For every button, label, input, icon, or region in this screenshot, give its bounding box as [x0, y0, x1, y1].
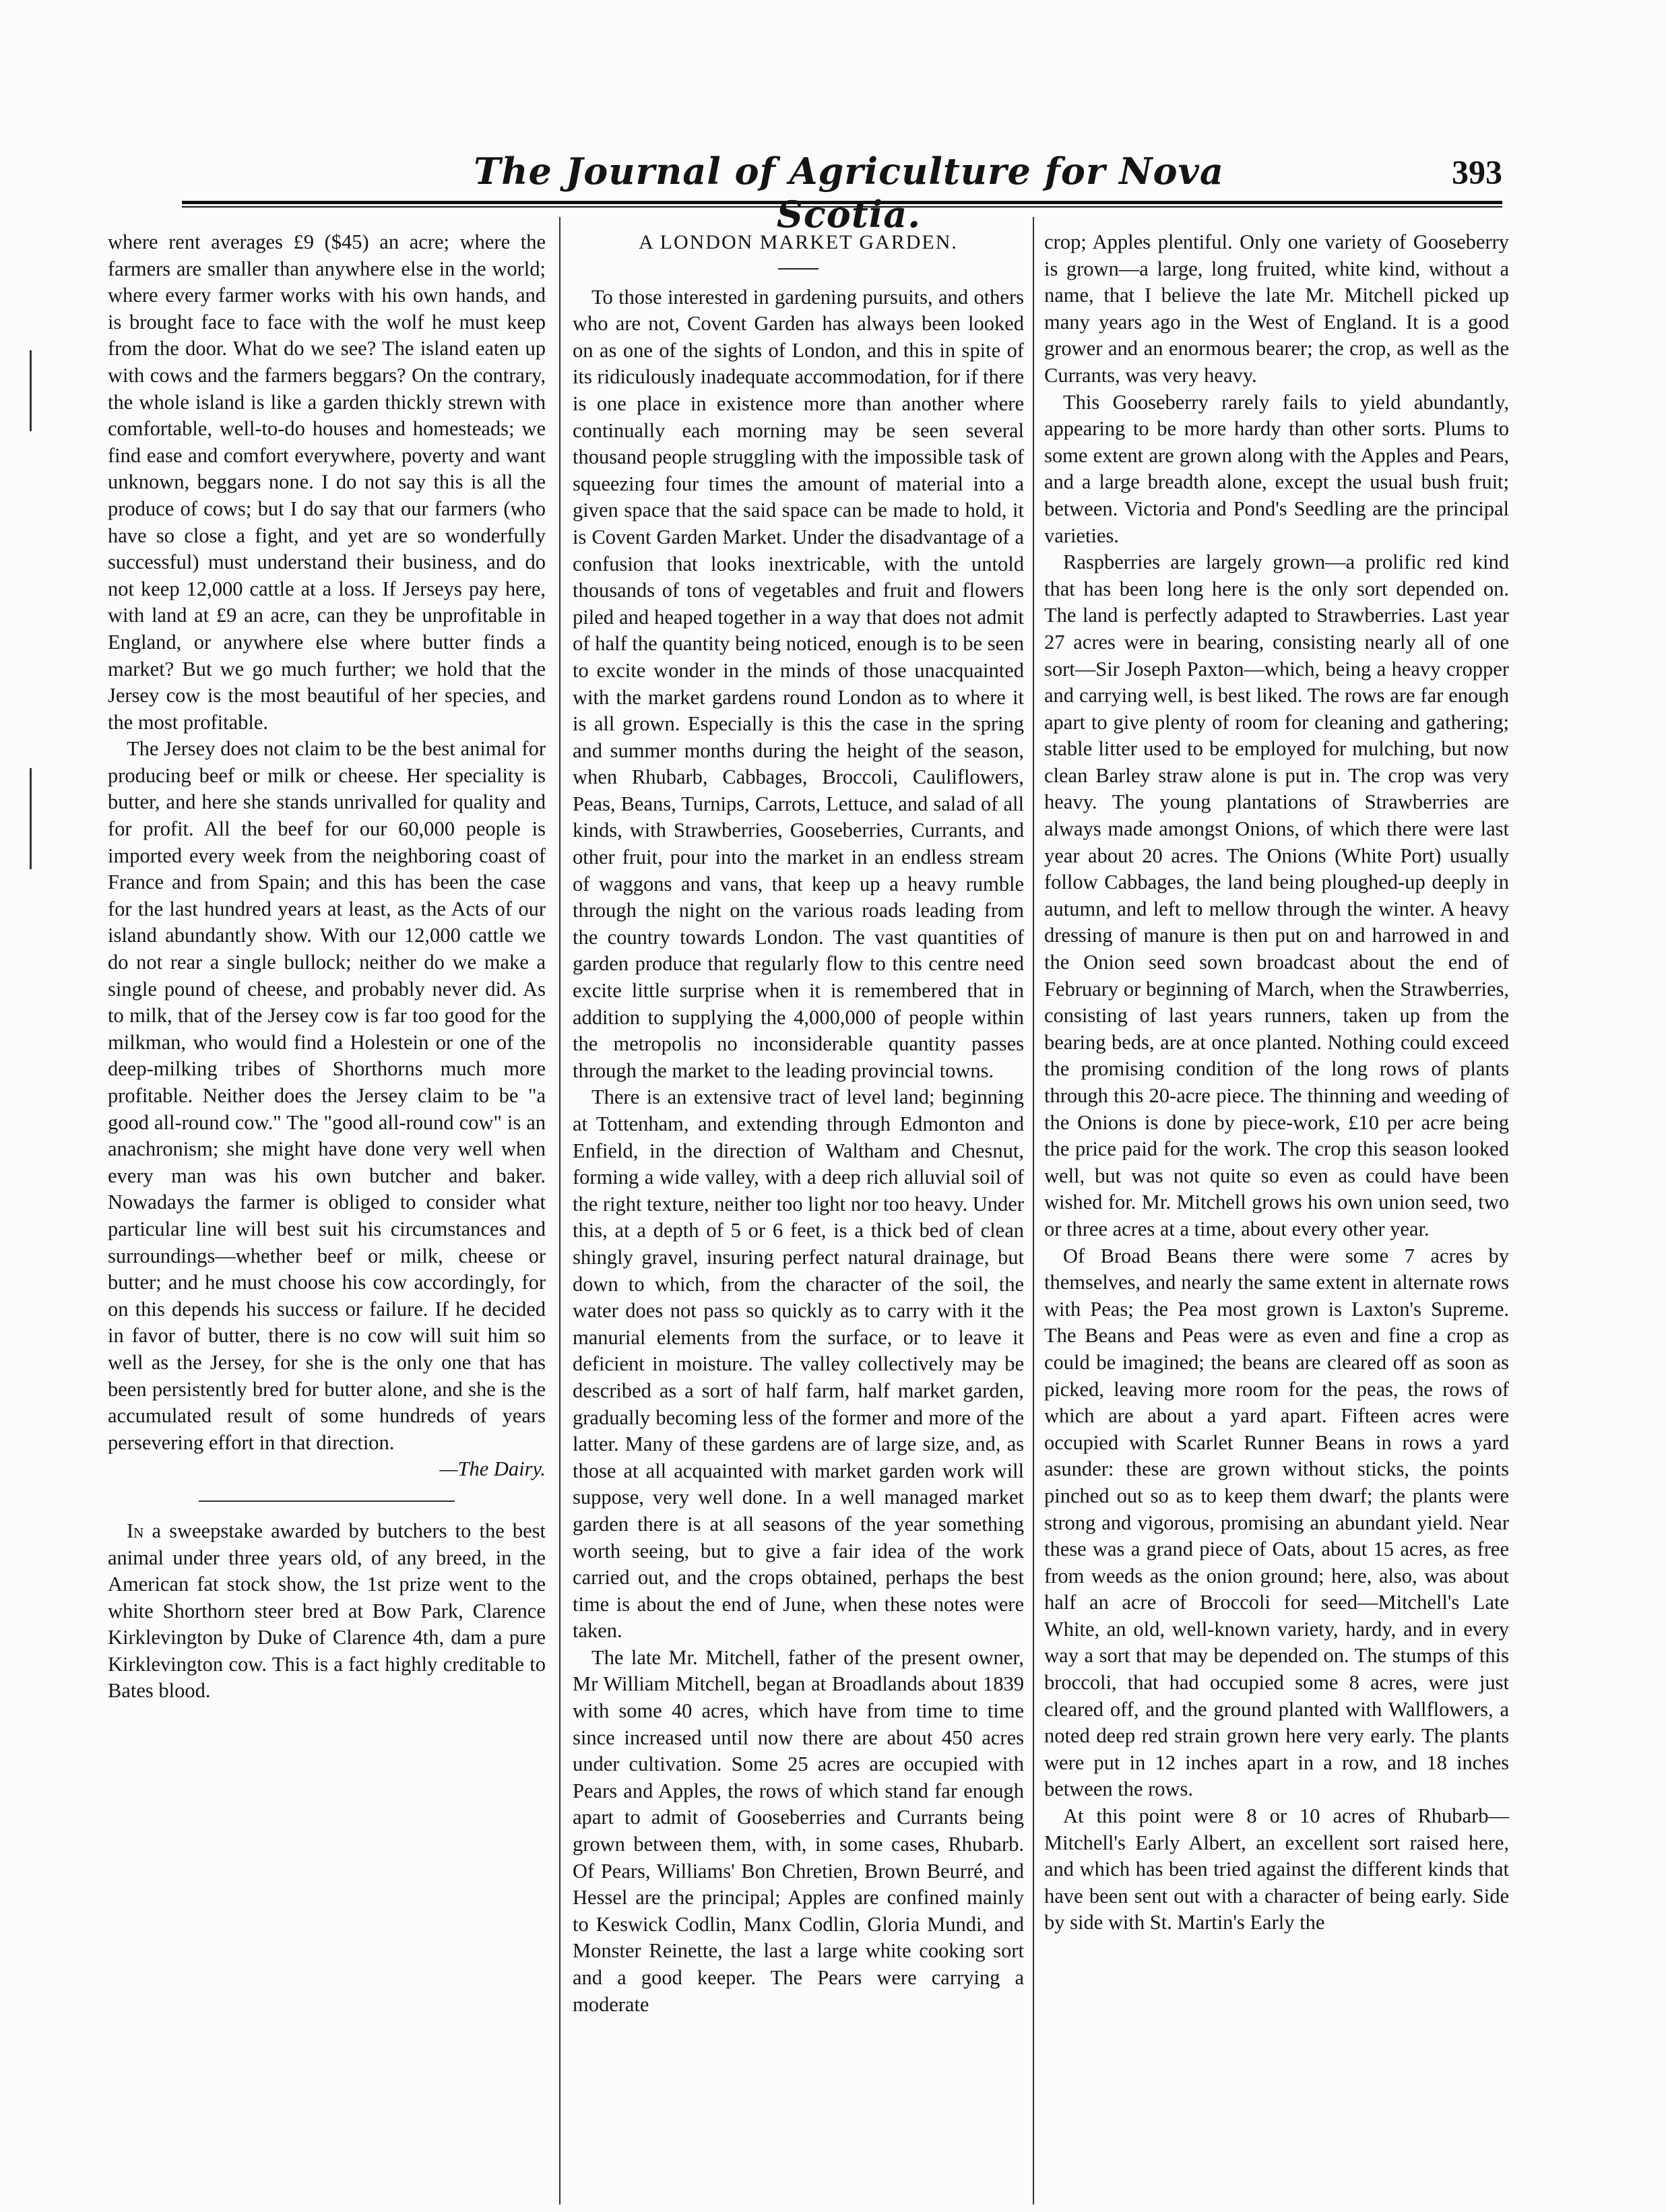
page-header [182, 150, 1502, 236]
article-heading: A LONDON MARKET GARDEN. [639, 231, 958, 253]
paragraph: Raspberries are largely grown—a prolific red kind that has been long here is the only sort depended on. The land is perfectly adapted to Strawberries. Last year 27 acres were in bearing, consisting nearly all of one sort—Sir Joseph Paxton—which, being a heavy cropper and carrying well, is best liked. The rows are far enough apart to give plenty of room for cleaning and gathering; stable litter used to be employed for mulching, but now clean Barley straw alone is put in. The crop was very heavy. The young plantations of Strawberries are always made amongst Onions, of which there were last year about 20 acres. The Onions (White Port) usually follow Cabbages, the land being ploughed-up deeply in autumn, and left to mellow through the winter. A heavy dressing of manure is then put on and harrowed in and the Onion seed sown broadcast about the end of February or beginning of March, when the Strawberries, consisting of last years runners, taken up from the bearing beds, are at once planted. Nothing could exceed the promising condition of the long rows of plants through this 20-acre piece. The thinning and weeding of the Onions is done by piece-work, £10 per acre being the price paid for the work. The crop this season looked well, but was not quite so even as could have been wished for. Mr. Mitchell grows his own union seed, two or three acres at a time, about every other year. [1044, 550, 1509, 1240]
column-1 [108, 229, 546, 1705]
paragraph: This Gooseberry rarely fails to yield abundantly, appearing to be more hardy than other sorts. Plums to some extent are grown along with the Apples and Pears, and a large breadth alone, except the usual bush fruit; between. Victoria and Pond's Seedling are the principal varieties. [1044, 390, 1509, 547]
column-2 [573, 229, 1024, 2018]
margin-mark [30, 350, 32, 431]
heading-rule [778, 268, 819, 270]
column-divider [1033, 217, 1034, 2205]
journal-title: The Journal of Agriculture for Nova Scotia. [474, 150, 1224, 236]
column-divider [559, 217, 560, 2205]
page-number: 393 [1452, 153, 1502, 191]
attribution: —The Dairy. [439, 1457, 546, 1481]
column-3 [1044, 229, 1509, 1936]
lead-word: In [127, 1519, 144, 1542]
paragraph: There is an extensive tract of level land; beginning at Tottenham, and extending through Edmonton and Enfield, in the direction of Waltham and Chesnut, forming a wide valley, with a deep rich alluvial soil of the right texture, neither too light nor too heavy. Under this, at a depth of 5 or 6 feet, is a thick bed of clean shingly gravel, insuring perfect natural drainage, but down to which, from the character of the soil, the water does not pass so quickly as to carry with it the manurial elements from the surface, or to leave it deficient in moisture. The valley collectively may be described as a sort of half farm, half market garden, gradually becoming less of the former and more of the latter. Many of these gardens are of large size, and, as those at all acquainted with market garden work will suppose, very well done. In a well managed market garden there is at all seasons of the year something worth seeing, but to give a fair idea of the work carried out, and the crops obtained, perhaps the best time is about the end of June, when these notes were taken. [573, 1085, 1024, 1643]
header-rule [182, 201, 1502, 208]
paragraph: The late Mr. Mitchell, father of the present owner, Mr William Mitchell, began at Broadlands about 1839 with some 40 acres, which have from time to time since increased until now there are about 450 acres under cultivation. Some 25 acres are occupied with Pears and Apples, the rows of which stand far enough apart to admit of Gooseberries and Currants being grown between them, with, in some cases, Rhubarb. Of Pears, Williams' Bon Chretien, Brown Beurré, and Hessel are the principal; Apples are confined mainly to Keswick Codlin, Manx Codlin, Gloria Mundi, and Monster Reinette, the last a large white cooking sort and a good keeper. The Pears were carrying a moderate [573, 1645, 1024, 2016]
section-separator [199, 1500, 455, 1502]
paragraph: crop; Apples plentiful. Only one variety of Gooseberry is grown—a large, long fruited, white kind, without a name, that I believe the late Mr. Mitchell picked up many years ago in the West of England. It is a good grower and an enormous bearer; the crop, as well as the Currants, was very heavy. [1044, 230, 1509, 387]
paragraph: The Jersey does not claim to be the best animal for producing beef or milk or cheese. Her speciality is butter, and here she stands unrivalled for quality and for profit. All the beef for our 60,000 people is imported every week from the neighboring coast of France and from Spain; and this has been the case for the last hundred years at least, as the Acts of our island abundantly show. With our 12,000 cattle we do not rear a single bullock; neither do we make a single pound of cheese, and probably never did. As to milk, that of the Jersey cow is far too good for the milkman, who would find a Holestein or one of the deep-milking tribes of Shorthorns much more profitable. Neither does the Jersey claim to be "a good all-round cow." The "good all-round cow" is an anachronism; she might have done very well when every man was his own butcher and baker. Nowadays the farmer is obliged to consider what particular line will best suit his circumstances and surroundings—whether beef or milk, cheese or butter; and he must choose his cow accordingly, for on this depends his success or failure. If he decided in favor of butter, there is no cow will suit him so well as the Jersey, for she is the only one that has been persistently bred for butter alone, and she is the accumulated result of some hundreds of years persevering effort in that direction. [108, 737, 546, 1454]
margin-mark [30, 768, 32, 869]
paragraph: In a sweepstake awarded by butchers to the best animal under three years old, of any breed, in the American fat stock show, the 1st prize went to the white Shorthorn steer bred at Bow Park, Clarence Kirklevington by Duke of Clarence 4th, dam a pure Kirklevington cow. This is a fact highly creditable to Bates blood. [108, 1519, 546, 1703]
paragraph: where rent averages £9 ($45) an acre; where the farmers are smaller than anywhere else in the world; where every farmer works with his own hands, and is brought face to face with the wolf he must keep from the door. What do we see? The island eaten up with cows and the farmers beggars? On the contrary, the whole island is like a garden thickly strewn with comfortable, well-to-do houses and homesteads; we find ease and comfort everywhere, poverty and want unknown, beggars none. I do not say this is all the produce of cows; but I do say that our farmers (who have so close a fight, and yet are so wonderfully successful) must understand their business, and do not keep 12,000 cattle at a loss. If Jerseys pay here, with land at £9 an acre, can they be unprofitable in England, or anywhere else where butter finds a market? But we go much further; we hold that the Jersey cow is the most beautiful of her species, and the most profitable. [108, 230, 546, 734]
paragraph: Of Broad Beans there were some 7 acres by themselves, and nearly the same extent in alternate rows with Peas; the Pea most grown is Laxton's Supreme. The Beans and Peas were as even and fine a crop as could be imagined; the beans are cleared off as soon as picked, leaving more room for the peas, the rows of which are about a yard apart. Fifteen acres were occupied with Scarlet Runner Beans in rows a yard asunder: these are grown without sticks, the points pinched out so as to keep them dwarf; the plants were strong and vigorous, promising an abundant yield. Near these was a grand piece of Oats, about 15 acres, as free from weeds as the onion ground; here, also, was about half an acre of Broccoli for seed—Mitchell's Late White, an old, well-known variety, hardy, and in every way a sort that may be depended on. The stumps of this broccoli, that had occupied some 8 acres, were just cleared off, and the ground planted with Wallflowers, a noted deep red strain grown here very early. The plants were put in 12 inches apart in a row, and 18 inches between the rows. [1044, 1244, 1509, 1801]
paragraph: To those interested in gardening pursuits, and others who are not, Covent Garden has always been looked on as one of the sights of London, and this in spite of its ridiculously inadequate accommodation, for if there is one place in existence more than another where continually each morning may be seen several thousand people struggling with the impossible task of squeezing four times the amount of material into a given space that the said space can be made to hold, it is Covent Garden Market. Under the disadvantage of a confusion that looks inextricable, with the untold thousands of tons of vegetables and fruit and flowers piled and heaped together in a way that does not admit of half the quantity being noticed, enough is to be seen to excite wonder in the minds of those unacquainted with the market gardens round London as to where it is all grown. Especially is this the case in the spring and summer months during the height of the season, when Rhubarb, Cabbages, Broccoli, Cauliflowers, Peas, Beans, Turnips, Carrots, Lettuce, and salad of all kinds, with Strawberries, Gooseberries, Currants, and other fruit, pour into the market in an endless stream of waggons and vans, that keep up a heavy rumble through the night on the various roads leading from the country towards London. The vast quantities of garden produce that regularly flow to this centre need excite little surprise when it is remembered that in addition to supplying the 4,000,000 of people within the metropolis no inconsiderable quantity passes through the market to the leading provincial towns. [573, 285, 1024, 1082]
paragraph: At this point were 8 or 10 acres of Rhubarb—Mitchell's Early Albert, an excellent sort raised here, and which has been tried against the different kinds that have been sent out with a character of being early. Side by side with St. Martin's Early the [1044, 1804, 1509, 1934]
